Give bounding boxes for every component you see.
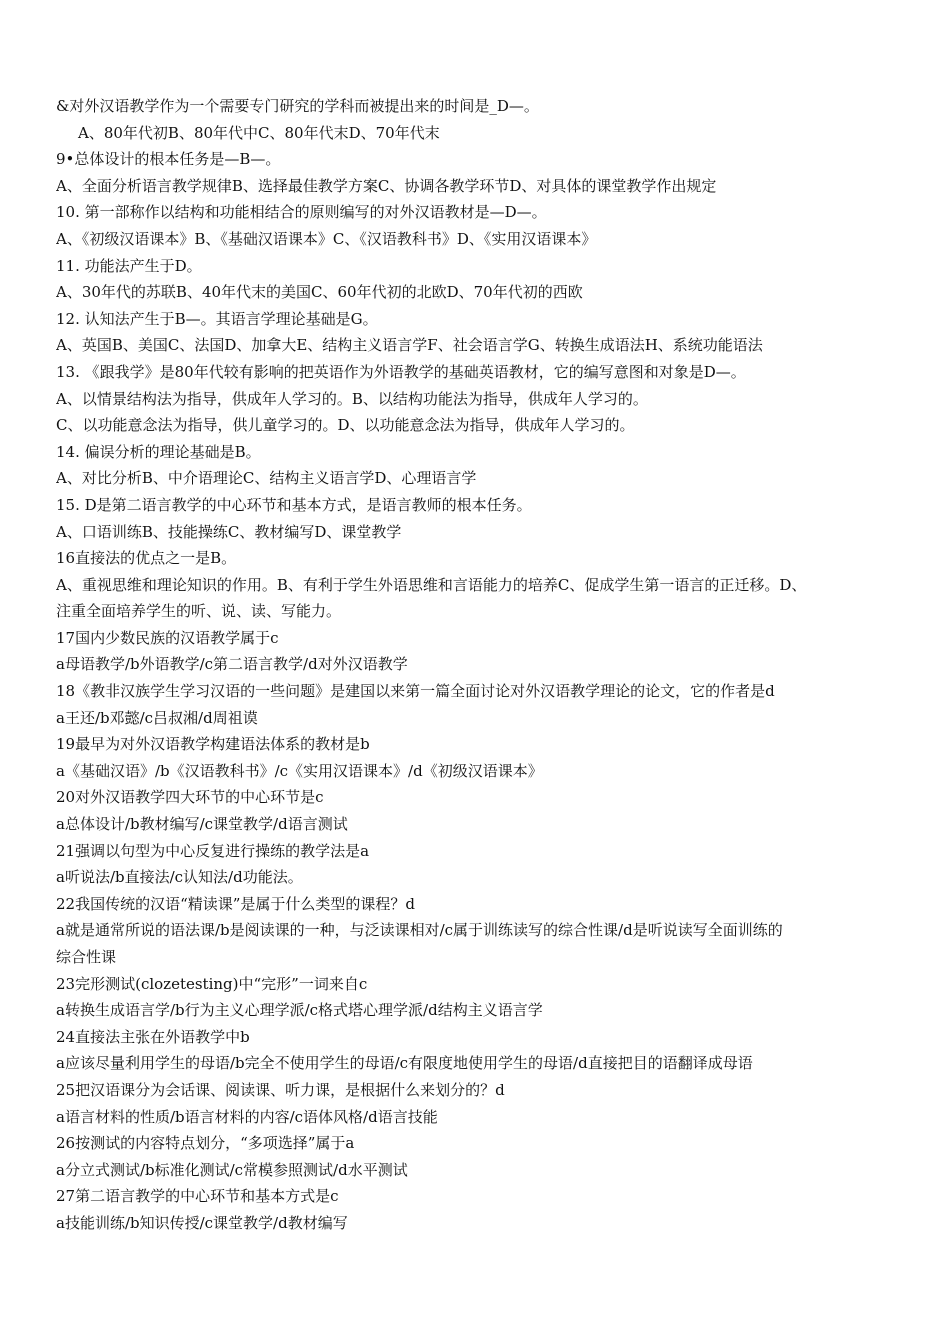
text-line: 20对外汉语教学四大环节的中心环节是c xyxy=(56,788,324,807)
text-line: a总体设计/b教材编写/c课堂教学/d语言测试 xyxy=(56,815,348,834)
text-line: 22我国传统的汉语“精读课”是属于什么类型的课程？d xyxy=(56,894,416,913)
text-line: a应该尽量利用学生的母语/b完全不使用学生的母语/c有限度地使用学生的母语/d直接把目的语翻译成母语 xyxy=(56,1054,753,1073)
text-line: 17国内少数民族的汉语教学属于c xyxy=(56,628,279,647)
text-line: 12. 认知法产生于B—。其语言学理论基础是G。 xyxy=(56,309,378,328)
text-line: A、以情景结构法为指导，供成年人学习的。B、以结构功能法为指导，供成年人学习的。 xyxy=(56,389,648,408)
text-line: A、全面分析语言教学规律B、选择最佳教学方案C、协调各教学环节D、对具体的课堂教学作出规定 xyxy=(56,176,717,195)
text-line: 25把汉语课分为会话课、阅读课、听力课，是根据什么来划分的？d xyxy=(56,1080,505,1099)
text-line: 11. 功能法产生于D。 xyxy=(56,256,202,275)
text-line: 16直接法的优点之一是B。 xyxy=(56,549,237,568)
text-line: a《基础汉语》/b《汉语教科书》/c《实用汉语课本》/d《初级汉语课本》 xyxy=(56,761,543,780)
text-line: 综合性课 xyxy=(56,948,117,966)
text-line: C、以功能意念法为指导，供儿童学习的。D、以功能意念法为指导，供成年人学习的。 xyxy=(56,416,635,435)
text-line: a听说法/b直接法/c认知法/d功能法。 xyxy=(56,868,303,887)
text-line: a转换生成语言学/b行为主义心理学派/c格式塔心理学派/d结构主义语言学 xyxy=(56,1001,543,1020)
text-line: 注重全面培养学生的听、说、读、写能力。 xyxy=(56,602,342,621)
text-line: 18《教非汉族学生学习汉语的一些问题》是建国以来第一篇全面讨论对外汉语教学理论的论文，它的作者是d xyxy=(56,682,775,701)
text-line: A、《初级汉语课本》B、《基础汉语课本》C、《汉语教科书》D、《实用汉语课本》 xyxy=(56,229,597,248)
text-line: 19最早为对外汉语教学构建语法体系的教材是b xyxy=(56,735,370,754)
text-line: A、30年代的苏联B、40年代末的美国C、60年代初的北欧D、70年代初的西欧 xyxy=(56,283,583,302)
text-line: 9•总体设计的根本任务是—B—。 xyxy=(56,150,281,169)
text-line: a语言材料的性质/b语言材料的内容/c语体风格/d语言技能 xyxy=(56,1107,438,1126)
text-line: 13. 《跟我学》是80年代较有影响的把英语作为外语教学的基础英语教材，它的编写意图和对象是D—。 xyxy=(56,362,746,381)
text-line: 26按测试的内容特点划分，“多项选择”属于a xyxy=(56,1134,355,1153)
text-line: a技能训练/b知识传授/c课堂教学/d教材编写 xyxy=(56,1213,348,1232)
text-line: A、对比分析B、中介语理论C、结构主义语言学D、心理语言学 xyxy=(56,469,477,488)
text-line: 27第二语言教学的中心环节和基本方式是c xyxy=(56,1187,339,1206)
document-text xyxy=(56,93,916,1237)
text-line: A、英国B、美国C、法国D、加拿大E、结构主义语言学F、社会语言学G、转换生成语法H、系统功能语法 xyxy=(56,336,763,355)
text-line: 23完形测试(clozetesting)中“完形”一词来自c xyxy=(56,974,368,993)
text-line: a王还/b邓懿/c吕叔湘/d周祖谟 xyxy=(56,708,258,727)
text-line: 10. 第一部称作以结构和功能相结合的原则编写的对外汉语教材是—D—。 xyxy=(56,203,547,222)
text-line: a就是通常所说的语法课/b是阅读课的一种，与泛读课相对/c属于训练读写的综合性课/d是听说读写全面训练的 xyxy=(56,921,783,940)
text-line: A、口语训练B、技能操练C、教材编写D、课堂教学 xyxy=(56,522,402,541)
text-line: a母语教学/b外语教学/c第二语言教学/d对外汉语教学 xyxy=(56,655,408,674)
text-line: 14. 偏误分析的理论基础是B。 xyxy=(56,442,261,461)
text-line: A、80年代初B、80年代中C、80年代末D、70年代末 xyxy=(78,123,440,142)
text-line: a分立式测试/b标准化测试/c常模参照测试/d水平测试 xyxy=(56,1160,408,1179)
text-line: A、重视思维和理论知识的作用。B、有利于学生外语思维和言语能力的培养C、促成学生第一语言的正迁移。D、 xyxy=(56,575,807,594)
text-line: 15. D是第二语言教学的中心环节和基本方式，是语言教师的根本任务。 xyxy=(56,495,532,514)
text-line: 24直接法主张在外语教学中b xyxy=(56,1027,250,1046)
text-line: 21强调以句型为中心反复进行操练的教学法是a xyxy=(56,841,370,860)
text-line: &对外汉语教学作为一个需要专门研究的学科而被提出来的时间是_D—。 xyxy=(56,97,539,115)
